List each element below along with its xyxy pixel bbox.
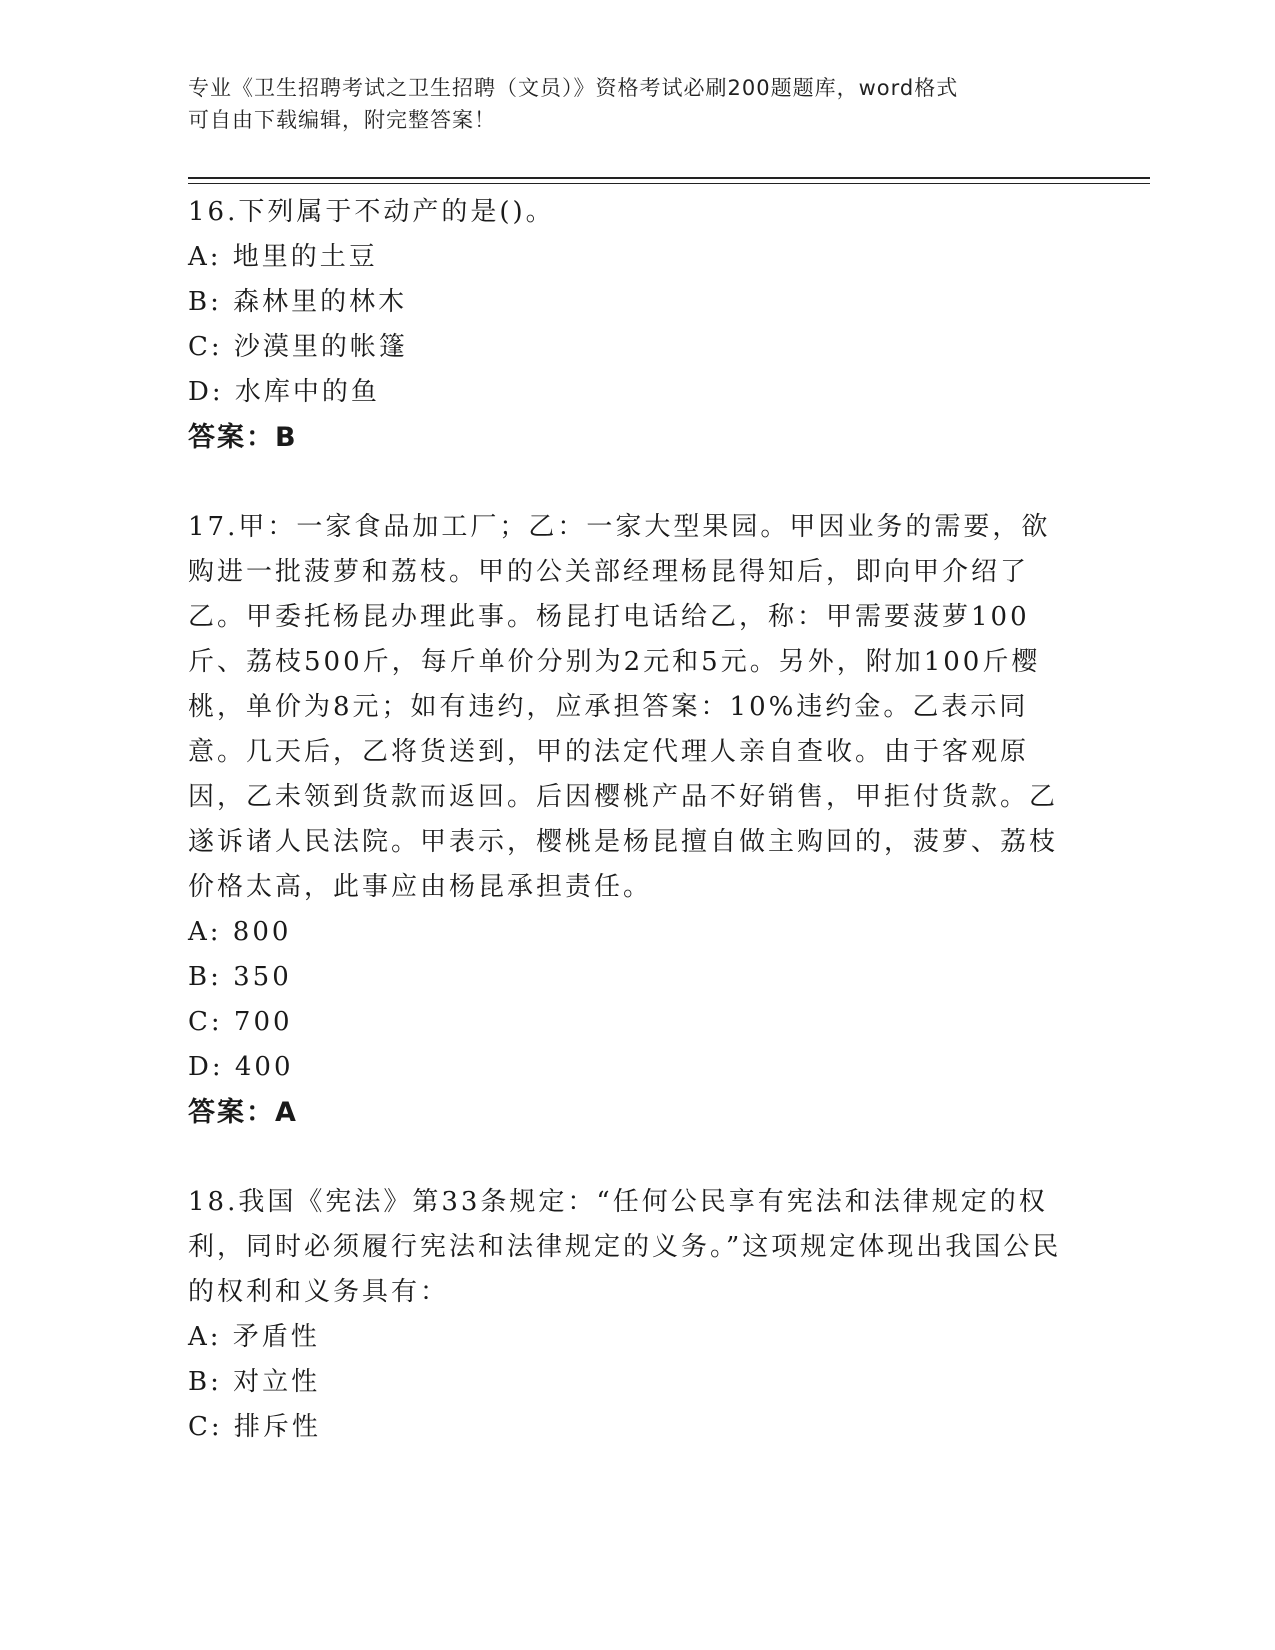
question-16 — [188, 190, 1068, 460]
page-header — [188, 72, 1078, 136]
header-divider-thin — [188, 183, 1150, 184]
question-text: 18.我国《宪法》第33条规定：“任何公民享有宪法和法律规定的权利，同时必须履行宪法和法律规定的义务。”这项规定体现出我国公民的权利和义务具有： — [188, 1187, 1062, 1307]
question-17 — [188, 505, 1068, 1135]
option-d: D: 水库中的鱼 — [188, 377, 380, 407]
option-a: A: 地里的土豆 — [188, 242, 378, 272]
header-line-2: 可自由下载编辑，附完整答案！ — [188, 108, 496, 132]
option-a: A: 800 — [188, 917, 292, 947]
header-line-1: 专业《卫生招聘考试之卫生招聘（文员）》资格考试必刷200题题库，word格式 — [188, 76, 959, 100]
question-text: 17.甲：一家食品加工厂；乙：一家大型果园。甲因业务的需要，欲购进一批菠萝和荔枝。甲的公关部经理杨昆得知后，即向甲介绍了乙。甲委托杨昆办理此事。杨昆打电话给乙，称：甲需要菠萝100斤、荔枝500斤，每斤单价分别为2元和5元。另外，附加100斤樱桃，单价为8元；如有违约，应承担答案：10%违约金。乙表示同意。几天后，乙将货送到，甲的法定代理人亲自查收。由于客观原因，乙未领到货款而返回。后因樱桃产品不好销售，甲拒付货款。乙遂诉诸人民法院。甲表示，樱桃是杨昆擅自做主购回的，菠萝、荔枝价格太高，此事应由杨昆承担责任。 — [188, 512, 1059, 902]
option-c: C: 沙漠里的帐篷 — [188, 332, 408, 362]
question-18 — [188, 1180, 1068, 1450]
question-list — [188, 190, 1068, 1495]
option-b: B: 森林里的林木 — [188, 287, 408, 317]
option-b: B: 350 — [188, 962, 292, 992]
option-b: B: 对立性 — [188, 1367, 321, 1397]
question-text: 16.下列属于不动产的是()。 — [188, 197, 555, 227]
option-c: C: 排斥性 — [188, 1412, 321, 1442]
option-d: D: 400 — [188, 1052, 294, 1082]
answer-label: 答案：B — [188, 422, 298, 453]
option-a: A: 矛盾性 — [188, 1322, 320, 1352]
option-c: C: 700 — [188, 1007, 293, 1037]
header-divider-thick — [188, 177, 1150, 179]
answer-label: 答案：A — [188, 1097, 298, 1128]
